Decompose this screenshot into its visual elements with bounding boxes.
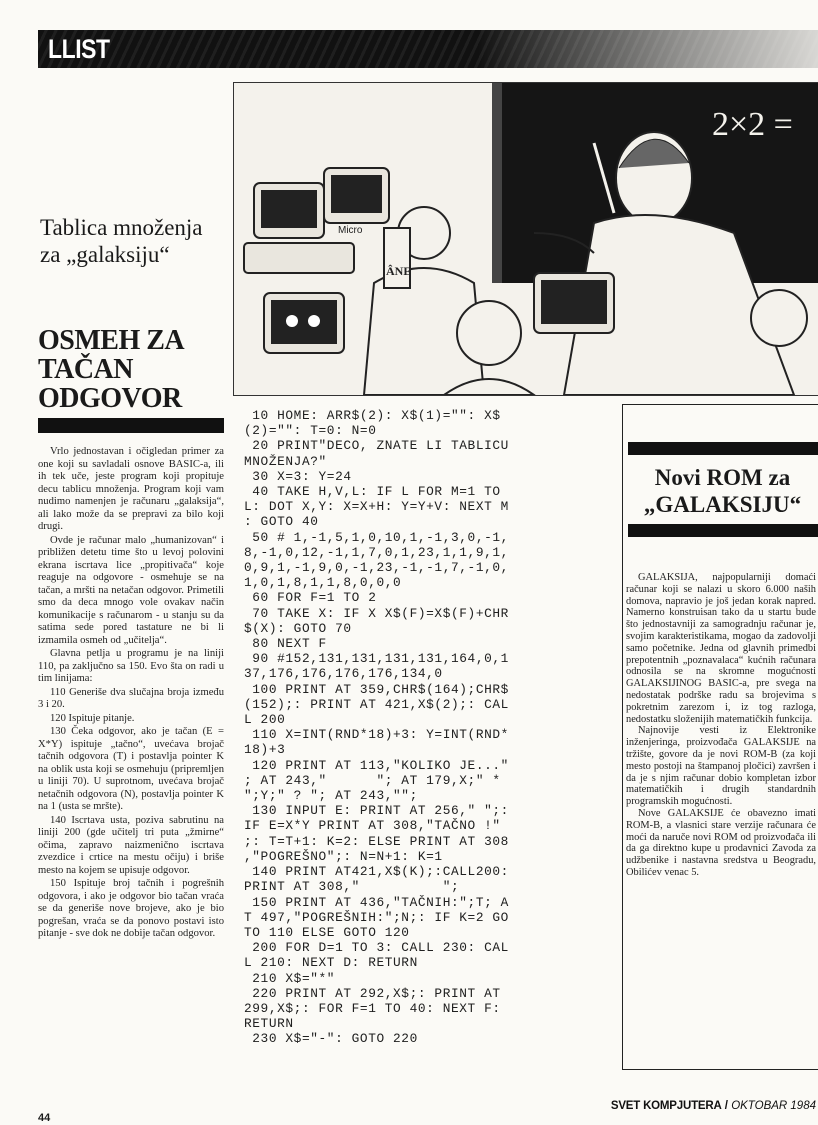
article-paragraph: 130 Čeka odgovor, ako je tačan (E = X*Y) ispituje „tačno“, uvećava brojač tačnih odgovora (T) i postavlja pointer K na oblik usta koji se osmehuju (pripremljen u liniji 70). U suprotnom, uvećava brojač netačnih odgovora (N), postavlja pointer K na 1 (usta se mršte). xyxy=(38,726,224,812)
code-line: TO 110 ELSE GOTO 120 xyxy=(244,924,410,940)
code-line: 130 INPUT E: PRINT AT 256," ";: xyxy=(244,803,509,819)
code-line: ; AT 243," "; AT 179,X;" * xyxy=(244,772,501,788)
code-line: 20 PRINT"DECO, ZNATE LI TABLICU xyxy=(244,438,509,454)
issue-date: OKTOBAR 1984 xyxy=(731,1100,816,1112)
sidebar-body xyxy=(626,572,816,879)
sidebar-title: Novi ROM za „GALAKSIJU“ xyxy=(643,465,802,517)
code-line: 37,176,176,176,176,134,0 xyxy=(244,666,443,682)
article-paragraph: Glavna petlja u programu je na liniji 110, pa zaključno sa 150. Evo šta on radi u tim linijama: xyxy=(38,648,224,684)
code-line: 0,9,1,-1,9,0,-1,23,-1,-1,7,-1,0, xyxy=(244,560,509,576)
magazine-name: SVET KOMPJUTERA xyxy=(610,1100,722,1112)
code-line: 40 TAKE H,V,L: IF L FOR M=1 TO xyxy=(244,484,501,500)
classroom-illustration xyxy=(233,82,818,396)
code-line: 150 PRINT AT 436,"TAČNIH:";T; A xyxy=(244,894,509,910)
code-line: 18)+3 xyxy=(244,742,286,758)
article-kicker: Tablica množenja za „galaksiju“ xyxy=(40,215,203,267)
code-line: ,"POGREŠNO";: N=N+1: K=1 xyxy=(244,848,443,864)
code-line: 80 NEXT F xyxy=(244,636,327,652)
article-paragraph: Vrlo jednostavan i očigledan primer za one koji su savladali osnove BASIC-a, ili ih tek uče, jeste program koji propituje decu tablicu množenja. Program koji vam nudimo namenjen je računaru „galaksija“, ali lako može da se prepravi za bilo koji drugi. xyxy=(38,446,224,532)
code-line: T 497,"POGREŠNIH:";N;: IF K=2 GO xyxy=(244,909,509,925)
chalkboard-text: 2×2 = xyxy=(712,106,793,143)
page-number: 44 xyxy=(38,1112,51,1124)
article-paragraph: 140 Iscrtava usta, poziva sabrutinu na liniji 200 (gde učitelj tri puta „žmirne“ očima, zapravo naizmenično iscrtava zvezdice i crtice na mestu očiju) i briše mesto na kojem se upisuje odgovor. xyxy=(38,814,224,876)
code-line: 120 PRINT AT 113,"KOLIKO JE..." xyxy=(244,757,509,773)
headline-rule xyxy=(38,418,224,433)
code-line: ";Y;" ? "; AT 243,""; xyxy=(244,788,418,804)
code-line: 1,0,1,8,1,1,8,0,0,0 xyxy=(244,575,402,591)
code-line: : GOTO 40 xyxy=(244,514,319,530)
article-paragraph: Ovde je računar malo „humanizovan“ i približen detetu time što u levoj polovini ekrana iscrtava lice „propitivača“ koje reaguje na odgovore - osmehuje se na tačan, a mršti na netačan odgovor. Primetili smo da deca mnogo vole ovakav način komunikacije s računarom - u stanju su da satima sede pored tastature ne bi li izmamila osmeh od „učitelja“. xyxy=(38,534,224,646)
code-line: 100 PRINT AT 359,CHR$(164);CHR$ xyxy=(244,681,509,697)
code-line: 10 HOME: ARR$(2): X$(1)="": X$ xyxy=(244,408,501,423)
code-line: PRINT AT 308," "; xyxy=(244,879,460,895)
code-line: MNOŽENJA?" xyxy=(244,453,327,469)
code-line: 8,-1,0,12,-1,1,7,0,1,23,1,1,9,1, xyxy=(244,544,509,560)
sidebar-paragraph: Najnovije vesti iz Elektronike inženjeringa, proizvođača GALAKSIJE na tržište, govore da je novi ROM-B (za koji mesto postoji na štampanoj pločici) završen i da je s njim računar dobio kompletan izbor matematičkih i drugih standardnih programskih mogućnosti. xyxy=(626,725,816,808)
code-line: RETURN xyxy=(244,1016,294,1032)
code-line: 50 # 1,-1,5,1,0,10,1,-1,3,0,-1, xyxy=(244,529,509,545)
article-paragraph: 150 Ispituje broj tačnih i pogrešnih odgovora, i ako je odgovor bio tačan vraća se da generiše nove brojeve, ako je bio pogrešan, vraća se da ponovo postavi isto pitanje - sve dok ne dobije tačan odgovor. xyxy=(38,878,224,939)
computer-label: Micro xyxy=(338,225,363,236)
code-line: 220 PRINT AT 292,X$;: PRINT AT xyxy=(244,985,501,1001)
code-line: ;: T=T+1: K=2: ELSE PRINT AT 308 xyxy=(244,833,509,849)
article-headline: OSMEH ZA TAČAN ODGOVOR xyxy=(38,325,183,414)
code-line: 210 X$="*" xyxy=(244,970,336,986)
article-paragraph: 120 Ispituje pitanje. xyxy=(50,712,135,724)
code-line: 30 X=3: Y=24 xyxy=(244,468,352,484)
code-line: IF E=X*Y PRINT AT 308,"TAČNO !" xyxy=(244,818,501,834)
sidebar-paragraph: GALAKSIJA, najpopularniji domaći računar koji se nalazi u skoro 6.000 naših domova, napravio je još jedan korak napred. Namerno konstruisan tako da u startu bude što jednostavniji za samogradnju računar je, svojim karakteristikama, mogao da zadovolji samo početnike. Jedna od glavnih primedbi prepotentnih „poznavalaca“ kućnih računara odnosila se na skromne mogućnosti GALAKSIJINOG BASIC-a, pre svega na nedostatak podrške radu sa brojevima s pokretnim zarezom i, iz tog razloga, nedostatku složenijih matematičkih funkcija. xyxy=(626,572,816,725)
code-line: (152);: PRINT AT 421,X$(2);: CAL xyxy=(244,696,509,712)
code-line: L 200 xyxy=(244,712,286,728)
code-line: 110 X=INT(RND*18)+3: Y=INT(RND* xyxy=(244,727,509,743)
sidebar-paragraph: Nove GALAKSIJE će obavezno imati ROM-B, a vlasnici stare verzije računara će moći da naruče novi ROM od proizvođača ili da ga direktno kupe u prodavnici Zavoda za udžbenike i nastavna sredstva u Beogradu, Obilićev venac 5. xyxy=(626,807,816,878)
code-line: 200 FOR D=1 TO 3: CALL 230: CAL xyxy=(244,940,509,956)
basic-code-listing xyxy=(244,408,614,1047)
code-line: $(X): GOTO 70 xyxy=(244,620,352,636)
footer-separator: / xyxy=(721,1100,732,1112)
dunce-cap-text: ÂNE xyxy=(386,264,412,278)
sidebar-top-rule xyxy=(628,442,818,455)
code-line: (2)="": T=0: N=0 xyxy=(244,423,377,439)
sidebar-bottom-rule xyxy=(628,524,818,537)
section-label: LLIST xyxy=(48,34,110,64)
code-line: 60 FOR F=1 TO 2 xyxy=(244,590,377,606)
code-line: 90 #152,131,131,131,131,164,0,1 xyxy=(244,651,509,667)
code-line: 299,X$;: FOR F=1 TO 40: NEXT F: xyxy=(244,1000,501,1016)
page-footer xyxy=(611,1100,816,1112)
article-body xyxy=(38,446,224,942)
code-line: L 210: NEXT D: RETURN xyxy=(244,955,418,971)
article-paragraph: 110 Generiše dva slučajna broja između 3 i 20. xyxy=(38,686,224,710)
section-header-band xyxy=(38,30,818,68)
code-line: 230 X$="-": GOTO 220 xyxy=(244,1031,418,1047)
code-line: 140 PRINT AT421,X$(K);:CALL200: xyxy=(244,864,509,880)
code-line: 70 TAKE X: IF X X$(F)=X$(F)+CHR xyxy=(244,605,509,621)
code-line: L: DOT X,Y: X=X+H: Y=Y+V: NEXT M xyxy=(244,499,509,515)
